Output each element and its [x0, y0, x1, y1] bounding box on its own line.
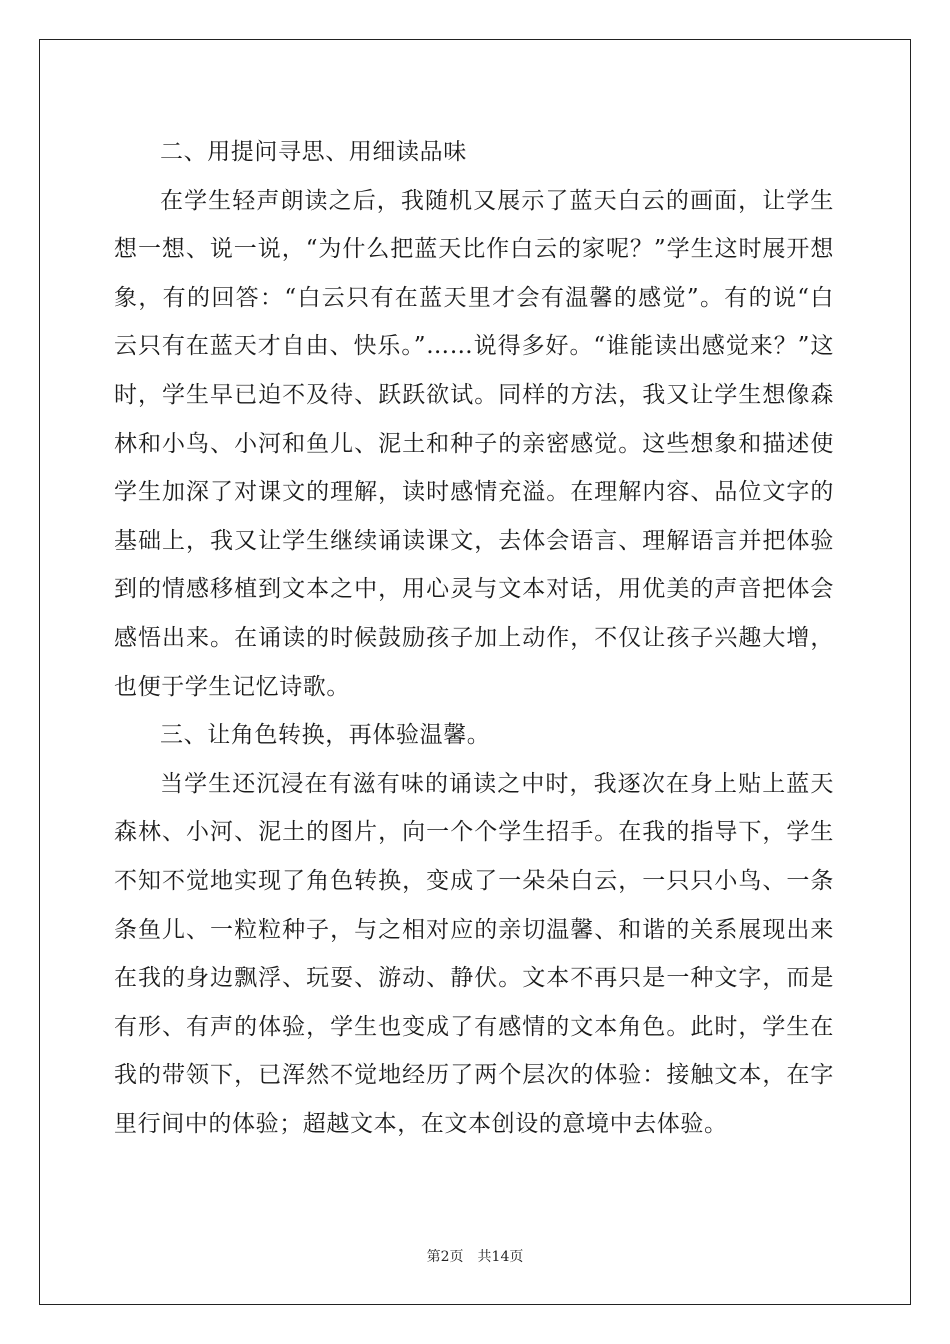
section-paragraph-3: 当学生还沉浸在有滋有味的诵读之中时，我逐次在身上贴上蓝天森林、小河、泥土的图片，向一个个学生招手。在我的指导下，学生不知不觉地实现了角色转换，变成了一朵朵白云，一只只小鸟、一条条鱼儿、一粒粒种子，与之相对应的亲切温馨、和谐的关系展现出来在我的身边飘浮、玩耍、游动、静伏。文本不再只是一种文字，而是有形、有声的体验，学生也变成了有感情的文本角色。此时，学生在我的带领下，已浑然不觉地经历了两个层次的体验：接触文本，在字里行间中的体验；超越文本，在文本创设的意境中去体验。 — [114, 770, 834, 1137]
section-heading-3: 三、让角色转换，再体验温馨。 — [160, 722, 491, 749]
section-paragraph-2: 在学生轻声朗读之后，我随机又展示了蓝天白云的画面，让学生想一想、说一说，“为什么把蓝天比作白云的家呢？”学生这时展开想象，有的回答：“白云只有在蓝天里才会有温馨的感觉”。有的说“白云只有在蓝天才自由、快乐。”……说得多好。“谁能读出感觉来？”这时，学生早已迫不及待、跃跃欲试。同样的方法，我又让学生想像森林和小鸟、小河和鱼儿、泥土和种子的亲密感觉。这些想象和描述使学生加深了对课文的理解，读时感情充溢。在理解内容、品位文字的基础上，我又让学生继续诵读课文，去体会语言、理解语言并把体验到的情感移植到文本之中，用心灵与文本对话，用优美的声音把体会感悟出来。在诵读的时候鼓励孩子加上动作，不仅让孩子兴趣大增，也便于学生记忆诗歌。 — [114, 187, 834, 700]
page-number: 第2页 — [426, 1249, 464, 1265]
document-body — [114, 128, 834, 1148]
page-footer — [0, 1246, 950, 1266]
page-total: 共14页 — [477, 1249, 524, 1265]
section-heading-2: 二、用提问寻思、用细读品味 — [160, 139, 467, 165]
